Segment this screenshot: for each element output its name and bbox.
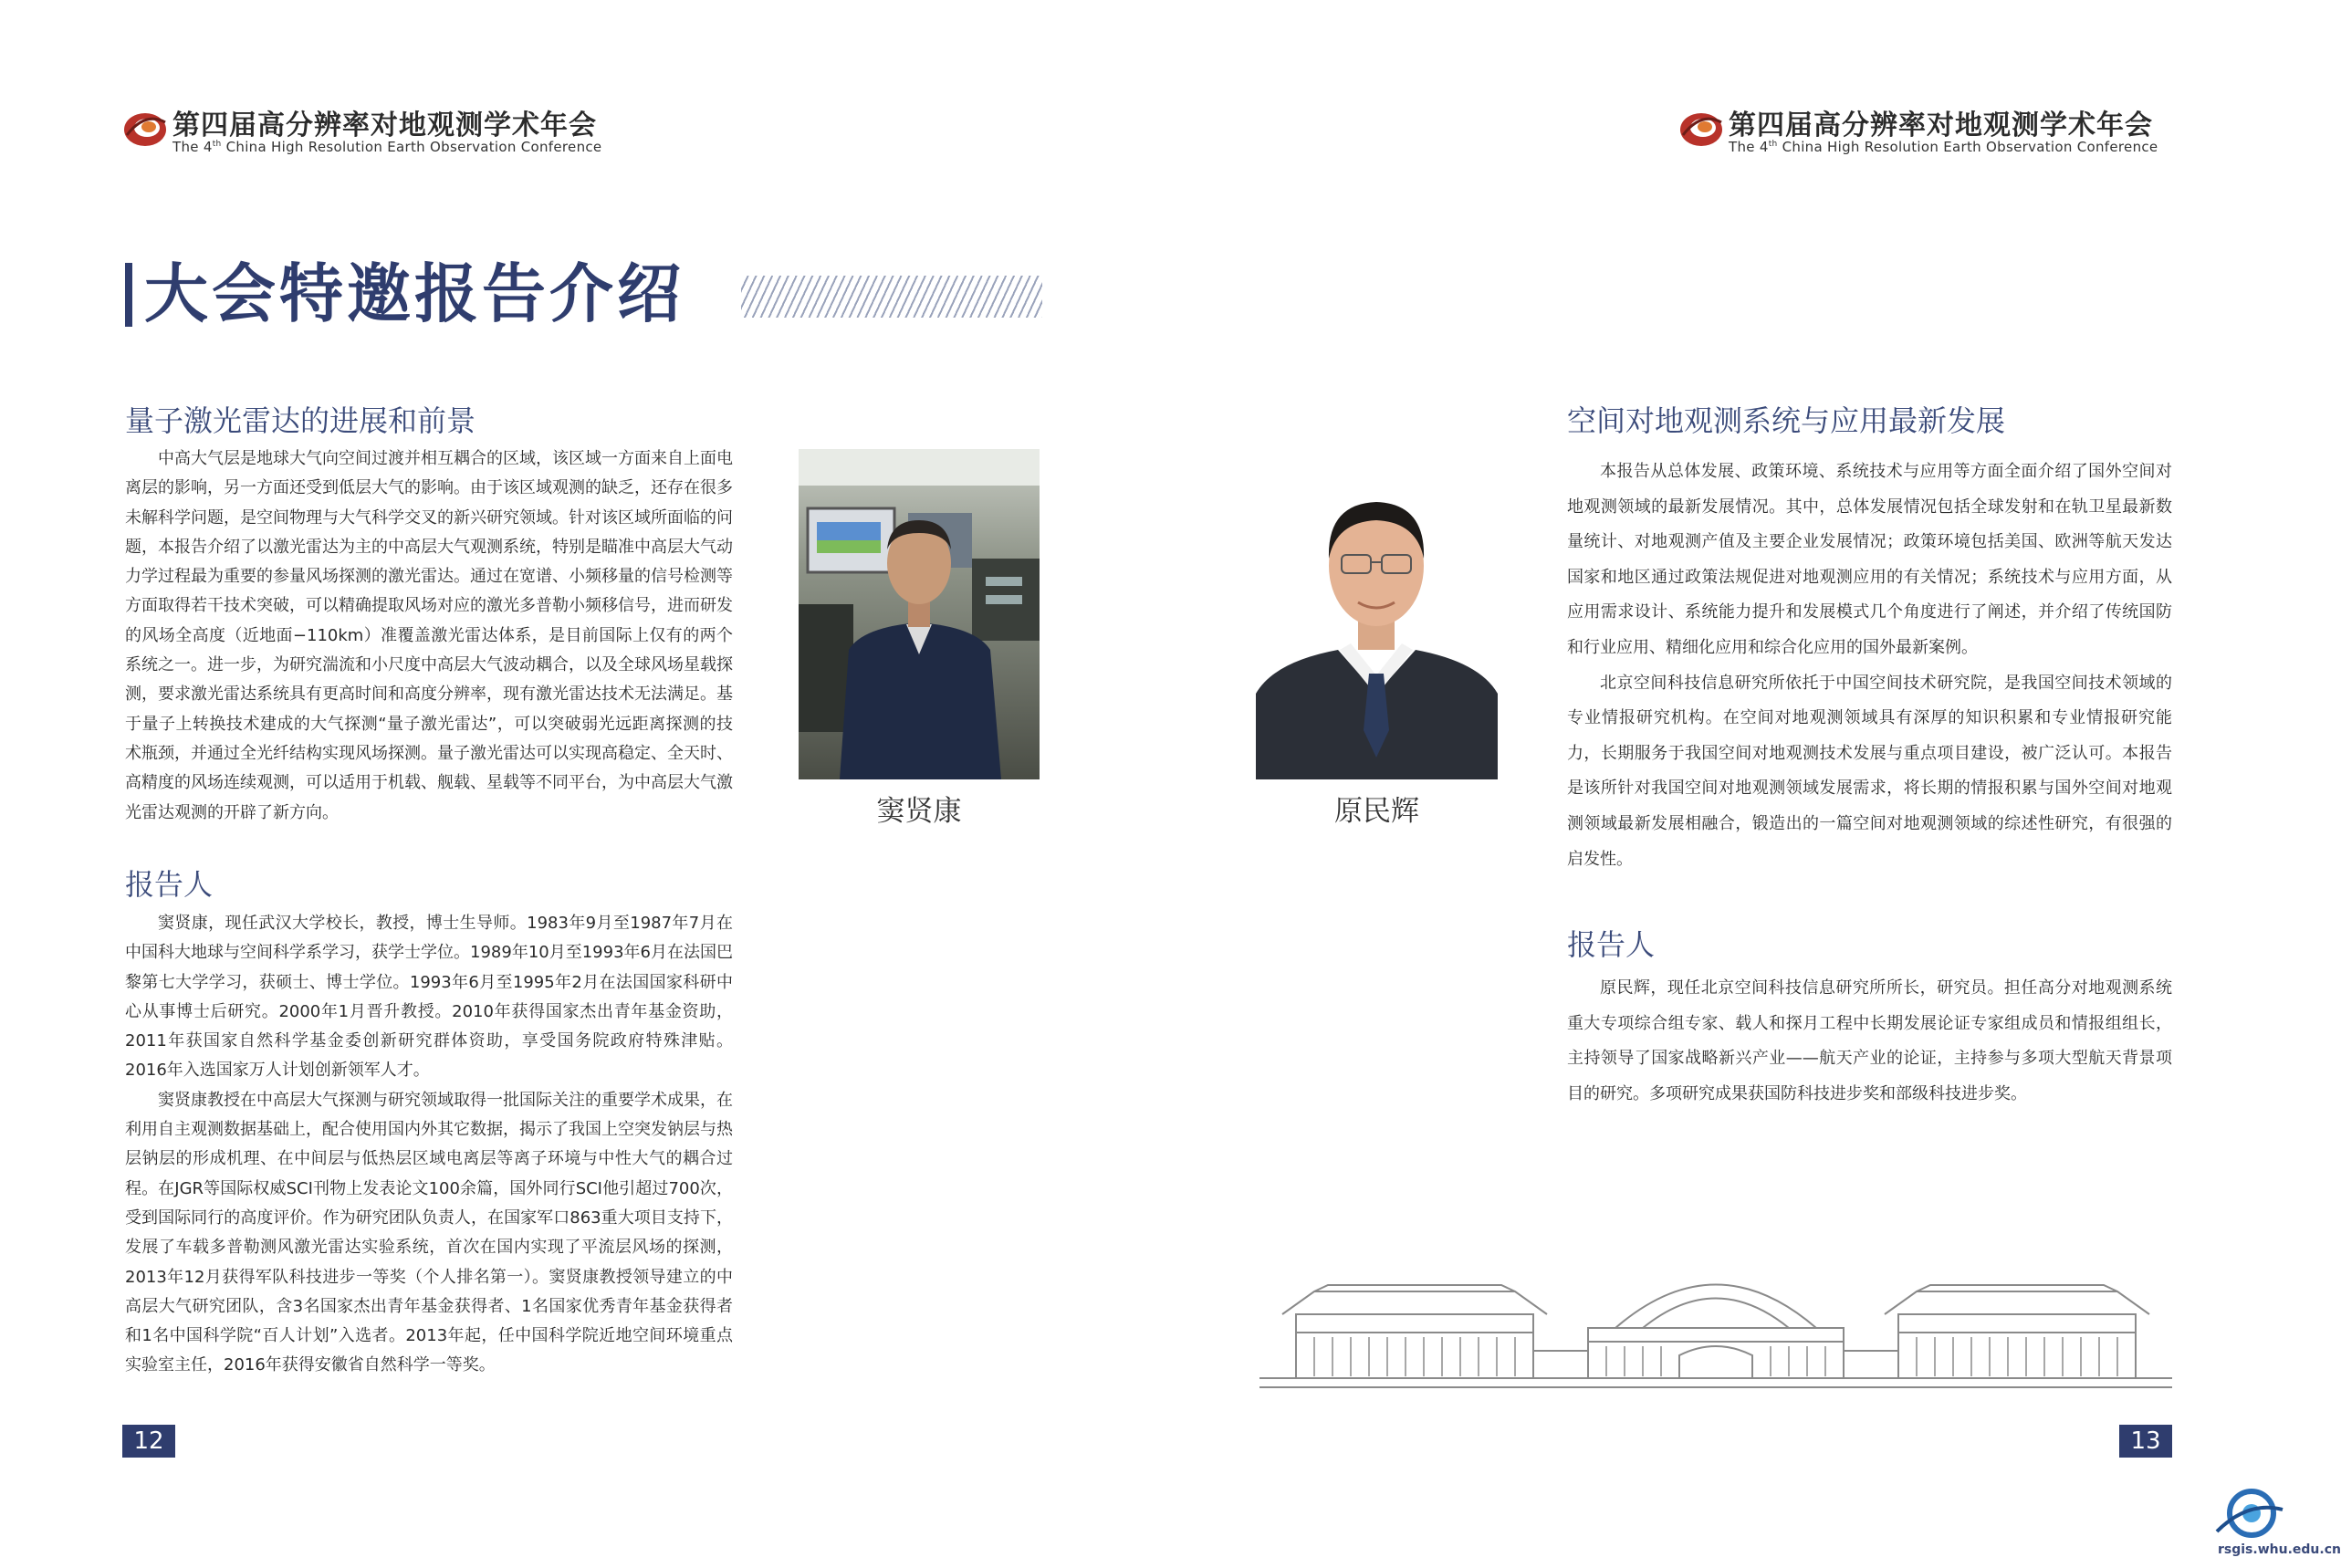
conference-title: 第四届高分辨率对地观测学术年会	[172, 110, 597, 141]
footer-url: rsgis.whu.edu.cn	[2218, 1542, 2341, 1557]
right-reporter-paragraph: 原民辉，现任北京空间科技信息研究所所长，研究员。担任高分对地观测系统重大专项综合组专家、载人和探月工程中长期发展论证专家组成员和情报组组长，主持领导了国家战略新兴产业——航天产业的论证，主持参与多项大型航天背景项目的研究。多项研究成果获国防科技进步奖和部级科技进步奖。	[1567, 978, 2172, 1103]
speaker-name-yuan: 原民辉	[1334, 795, 1419, 828]
conference-header-left	[121, 102, 632, 157]
page-number-right: 13	[2119, 1425, 2172, 1458]
left-reporter-body	[125, 909, 733, 1381]
section-title-stripes	[741, 276, 1042, 318]
conference-subtitle: The 4th China High Resolution Earth Observation Conference	[1729, 139, 2158, 155]
section-title-bar	[125, 263, 132, 327]
left-reporter-paragraph: 窦贤康教授在中高层大气探测与研究领域取得一批国际关注的重要学术成果，在利用自主观测数据基础上，配合使用国内外其它数据，揭示了我国上空突发钠层与热层钠层的形成机理、在中间层与低热层区域电离层等离子环境与中性大气的耦合过程。在JGR等国际权威SCI刊物上发表论文100余篇，国外同行SCI他引超过700次，受到国际同行的高度评价。作为研究团队负责人，在国家军口863重大项目支持下，发展了车载多普勒测风激光雷达实验系统，首次在国内实现了平流层风场的探测，2013年12月获得军队科技进步一等奖（个人排名第一）。窦贤康教授领导建立的中高层大气研究团队，含3名国家杰出青年基金获得者、1名国家优秀青年基金获得者和1名中国科学院“百人计划”入选者。2013年起，任中国科学院近地空间环境重点实验室主任，2016年获得安徽省自然科学一等奖。	[125, 1090, 733, 1375]
left-reporter-title: 报告人	[125, 867, 214, 902]
building-illustration	[1259, 1250, 2172, 1396]
page-number-left: 12	[122, 1425, 175, 1458]
speaker-photo-dou	[799, 449, 1040, 779]
right-topic-body	[1567, 455, 2172, 877]
conference-header-right	[1677, 102, 2189, 157]
lab-scene-illustration	[799, 449, 1040, 779]
right-topic-title: 空间对地观测系统与应用最新发展	[1567, 403, 2006, 438]
portrait-illustration	[1256, 456, 1498, 779]
conference-logo-icon	[121, 106, 169, 150]
conference-title: 第四届高分辨率对地观测学术年会	[1729, 110, 2153, 141]
left-topic-title: 量子激光雷达的进展和前景	[125, 403, 476, 438]
left-topic-body	[125, 444, 733, 828]
left-reporter-paragraph: 窦贤康，现任武汉大学校长，教授，博士生导师。1983年9月至1987年7月在中国科大地球与空间科学系学习，获学士学位。1989年10月至1993年6月在法国巴黎第七大学学习，获硕士、博士学位。1993年6月至1995年2月在法国国家科研中心从事博士后研究。2000年1月晋升教授。2010年获得国家杰出青年基金资助，2011年获国家自然科学基金委创新研究群体资助，享受国务院政府特殊津贴。2016年入选国家万人计划创新领军人才。	[125, 914, 733, 1081]
right-reporter-body	[1567, 971, 2172, 1112]
right-topic-paragraph: 本报告从总体发展、政策环境、系统技术与应用等方面全面介绍了国外空间对地观测领域的最新发展情况。其中，总体发展情况包括全球发射和在轨卫星最新数量统计、对地观测产值及主要企业发展情况；政策环境包括美国、欧洲等航天发达国家和地区通过政策法规促进对地观测应用的有关情况；系统技术与应用方面，从应用需求设计、系统能力提升和发展模式几个角度进行了阐述，并介绍了传统国防和行业应用、精细化应用和综合化应用的国外最新案例。	[1567, 462, 2172, 657]
right-topic-paragraph: 北京空间科技信息研究所依托于中国空间技术研究院，是我国空间技术领域的专业情报研究机构。在空间对地观测领域具有深厚的知识积累和专业情报研究能力，长期服务于我国空间对地观测技术发展与重点项目建设，被广泛认可。本报告是该所针对我国空间对地观测领域发展需求，将长期的情报积累与国外空间对地观测领域最新发展相融合，锻造出的一篇空间对地观测领域的综述性研究，有很强的启发性。	[1567, 673, 2172, 869]
conference-logo-icon	[1677, 106, 1725, 150]
conference-subtitle: The 4th China High Resolution Earth Observation Conference	[172, 139, 602, 155]
speaker-photo-yuan	[1256, 456, 1498, 779]
speaker-name-dou: 窦贤康	[876, 795, 962, 828]
section-title: 大会特邀报告介绍	[144, 256, 685, 331]
left-topic-paragraph: 中高大气层是地球大气向空间过渡并相互耦合的区域，该区域一方面来自上面电离层的影响，另一方面还受到低层大气的影响。由于该区域观测的缺乏，还存在很多未解科学问题，是空间物理与大气科学交叉的新兴研究领域。针对该区域所面临的问题，本报告介绍了以激光雷达为主的中高层大气观测系统，特别是瞄准中高层大气动力学过程最为重要的参量风场探测的激光雷达。通过在宽谱、小频移量的信号检测等方面取得若干技术突破，可以精确提取风场对应的激光多普勒小频移信号，进而研发的风场全高度（近地面−110km）准覆盖激光雷达体系，是目前国际上仅有的两个系统之一。进一步，为研究湍流和小尺度中高层大气波动耦合，以及全球风场星载探测，要求激光雷达系统具有更高时间和高度分辨率，现有激光雷达技术无法满足。基于量子上转换技术建成的大气探测“量子激光雷达”，可以突破弱光远距离探测的技术瓶颈，并通过全光纤结构实现风场探测。量子激光雷达可以实现高稳定、全天时、高精度的风场连续观测，可以适用于机载、舰载、星载等不同平台，为中高层大气激光雷达观测的开辟了新方向。	[125, 449, 733, 822]
right-reporter-title: 报告人	[1567, 927, 1656, 962]
